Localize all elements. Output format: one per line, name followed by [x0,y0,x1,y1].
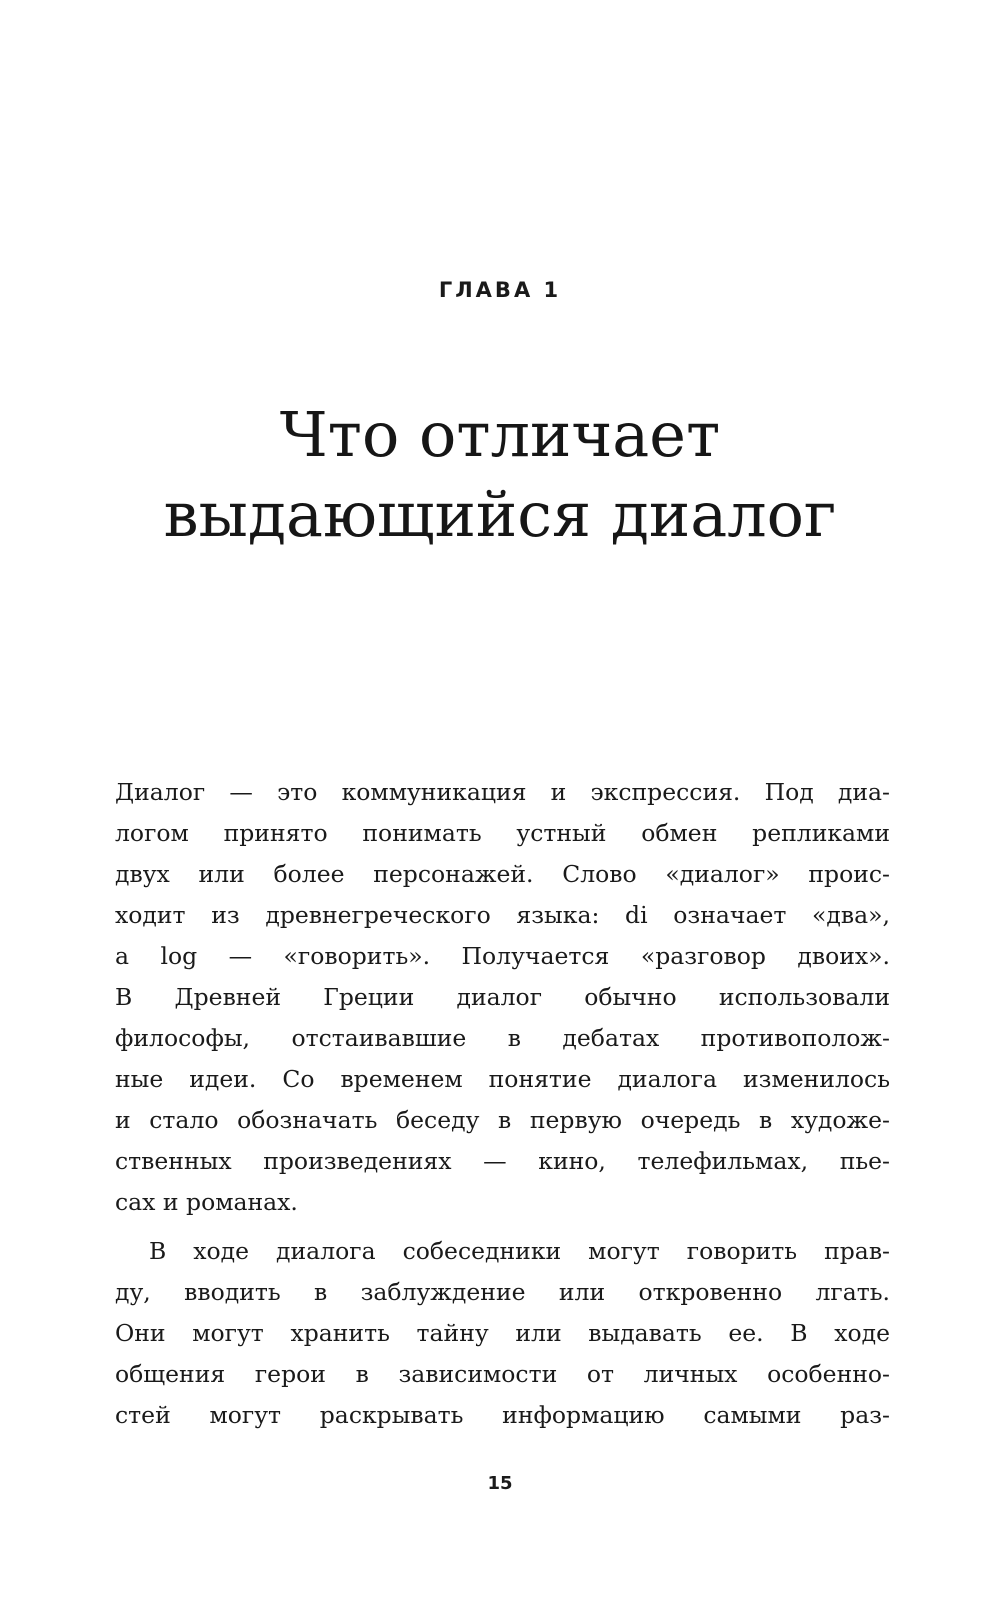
text-line: В Древней Греции диалог обычно использовали [115,983,890,1011]
paragraph [115,772,890,1223]
text-line: логом принято понимать устный обмен репликами [115,819,890,847]
body-text [115,772,890,1436]
text-line: сах и романах. [115,1188,298,1216]
text-line: Диалог — это коммуникация и экспрессия. Под диа- [115,778,890,806]
text-line: и стало обозначать беседу в первую очередь в художе- [115,1106,890,1134]
text-line: ные идеи. Со временем понятие диалога изменилось [115,1065,890,1093]
text-line: ду, вводить в заблуждение или откровенно лгать. [115,1278,890,1306]
text-line: общения герои в зависимости от личных особенно- [115,1360,890,1388]
chapter-title-line: выдающийся диалог [163,478,837,551]
text-line: a log — «говорить». Получается «разговор двоих». [115,942,890,970]
paragraph [115,1231,890,1436]
text-line: В ходе диалога собеседники могут говорить прав- [149,1237,890,1265]
text-line: ственных произведениях — кино, телефильмах, пье- [115,1147,890,1175]
text-line: философы, отстаивавшие в дебатах противополож- [115,1024,890,1052]
text-line: Они могут хранить тайну или выдавать ее. В ходе [115,1319,890,1347]
text-line: двух или более персонажей. Слово «диалог» проис- [115,860,890,888]
chapter-label: ГЛАВА 1 [438,278,562,302]
chapter-title-line: Что отличает [279,398,721,471]
page-number: 15 [487,1473,513,1494]
chapter-title [60,395,940,555]
text-line: стей могут раскрывать информацию самыми раз- [115,1401,890,1429]
text-line: ходит из древнегреческого языка: di означает «два», [115,901,890,929]
paragraph-gap [115,1223,890,1231]
